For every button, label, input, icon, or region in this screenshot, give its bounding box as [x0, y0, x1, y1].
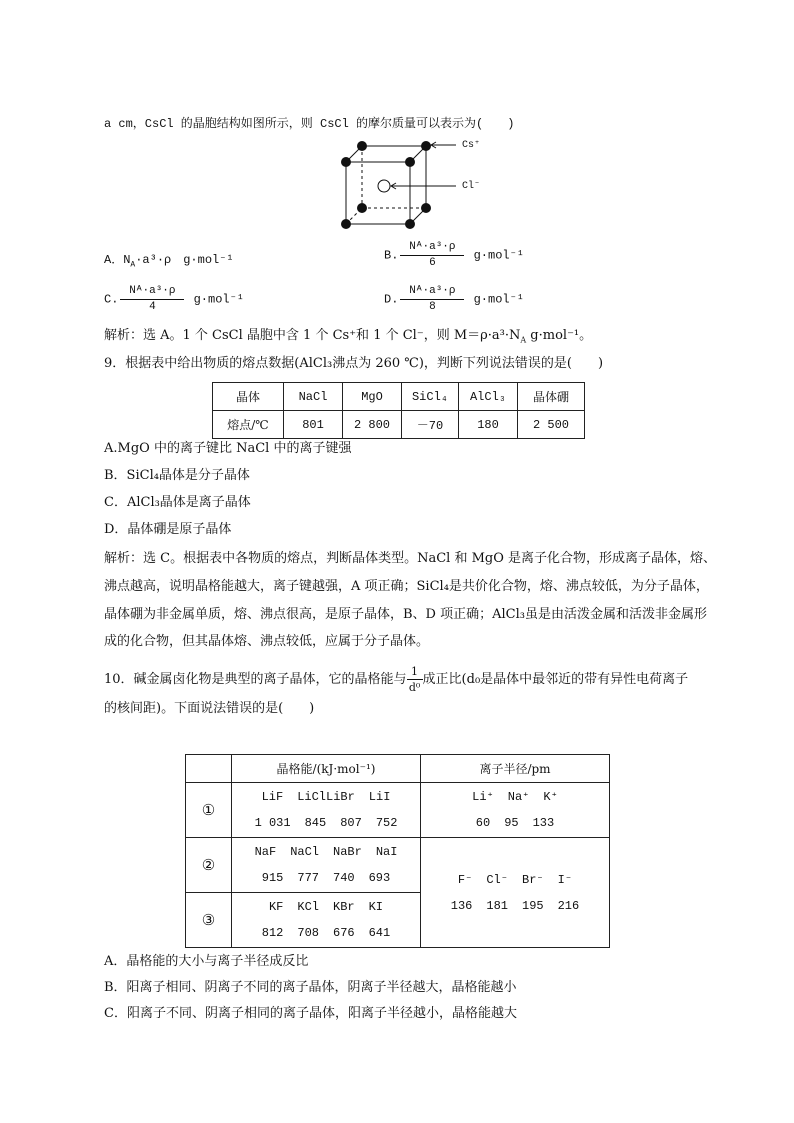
q8-analysis: 解析：选 A。1 个 CsCl 晶胞中含 1 个 Cs⁺和 1 个 Cl⁻，则 $M=\rho\cdot a^3\cdot N_A$ g·mol⁻¹。 — [104, 328, 593, 345]
table-header-row — [213, 383, 585, 411]
cl-ion-circle — [378, 180, 390, 192]
q10-option-c: C．阳离子不同、阴离子相同的离子晶体，阳离子半径越小，晶格能越大 — [104, 1006, 517, 1021]
table-row — [186, 783, 610, 838]
table-cell: Li⁺ Na⁺ K⁺ 60 95 133 — [421, 783, 610, 838]
table-row — [186, 838, 610, 893]
q10-stem-line1: 10．碱金属卤化物是典型的离子晶体，它的晶格能与 $\frac{1}{\text{d⁰}}$ 成正比(d₀是晶体中最邻近的带有异性电荷离子 — [104, 665, 689, 694]
q10-stem-line2: 的核间距)。下面说法错误的是( ) — [104, 701, 315, 716]
q9-option-d: D．晶体硼是原子晶体 — [104, 522, 232, 537]
q9-analysis-line: 沸点越高，说明晶格能越大，离子键越强，A 项正确；SiCl₄是共价化合物，熔、沸点较低，为分子晶体， — [104, 579, 709, 594]
q10-option-b: B．阳离子相同、阴离子不同的离子晶体，阴离子半径越大，晶格能越小 — [104, 980, 517, 995]
table-cell: NaF NaCl NaBr NaI 915 777 740 693 — [232, 838, 421, 893]
q9-melting-point-table — [212, 382, 585, 439]
q8-option-d: D. $\frac{\text{Nᴬ·a³·ρ}}{8}$ g·mol⁻¹ — [384, 285, 525, 313]
table-cell: 2 500 — [518, 411, 585, 439]
table-cell: KF KCl KBr KI 812 708 676 641 — [232, 893, 421, 948]
table-cell: 晶格能/(kJ·mol⁻¹) — [232, 755, 421, 783]
q9-option-a: A.MgO 中的离子键比 NaCl 中的离子键强 — [104, 441, 352, 456]
q10-option-a: A．晶格能的大小与离子半径成反比 — [104, 954, 309, 969]
q9-option-b: B．SiCl₄晶体是分子晶体 — [104, 468, 250, 483]
q9-analysis-line: 成的化合物，但其晶体熔、沸点较低，应属于分子晶体。 — [104, 634, 430, 649]
table-row — [213, 411, 585, 439]
q8-option-a: A．$N_A\cdot a^3\cdot\rho$ g·mol⁻¹ — [104, 253, 234, 270]
q9-option-c: C．AlCl₃晶体是离子晶体 — [104, 495, 251, 510]
q10-lattice-energy-table — [185, 754, 610, 948]
table-cell: F⁻ Cl⁻ Br⁻ I⁻ 136 181 195 216 — [421, 838, 610, 948]
table-cell: －70 — [402, 411, 459, 439]
table-cell: AlCl₃ — [459, 383, 518, 411]
table-cell: ① — [186, 783, 232, 838]
table-cell: 晶体 — [213, 383, 284, 411]
table-cell — [186, 755, 232, 783]
table-cell: MgO — [343, 383, 402, 411]
label-cs: Cs⁺ — [462, 140, 481, 151]
table-header-row — [186, 755, 610, 783]
table-cell: NaCl — [284, 383, 343, 411]
q9-analysis-line: 晶体硼为非金属单质，熔、沸点很高，是原子晶体，B、D 项正确；AlCl₃虽是由活泼金属和活泼非金属形 — [104, 607, 707, 622]
table-cell: LiF LiClLiBr LiI 1 031 845 807 752 — [232, 783, 421, 838]
table-cell: 离子半径/pm — [421, 755, 610, 783]
table-cell: SiCl₄ — [402, 383, 459, 411]
table-cell: 801 — [284, 411, 343, 439]
table-cell: 晶体硼 — [518, 383, 585, 411]
q9-stem: 9．根据表中给出物质的熔点数据(AlCl₃沸点为 260 ℃)，判断下列说法错误的是( ) — [104, 356, 604, 371]
q8-stem: a cm，CsCl 的晶胞结构如图所示，则 CsCl 的摩尔质量可以表示为( ) — [104, 117, 515, 131]
table-cell: 180 — [459, 411, 518, 439]
label-cl: Cl⁻ — [462, 181, 481, 192]
q9-analysis-line: 解析：选 C。根据表中各物质的熔点，判断晶体类型。NaCl 和 MgO 是离子化合物，形成离子晶体，熔、 — [104, 551, 716, 566]
q8-option-b: B. $\frac{\text{Nᴬ·a³·ρ}}{6}$ g·mol⁻¹ — [384, 241, 525, 269]
table-cell: ③ — [186, 893, 232, 948]
table-cell: ② — [186, 838, 232, 893]
q8-option-c: C. $\frac{\text{Nᴬ·a³·ρ}}{4}$ g·mol⁻¹ — [104, 285, 245, 313]
table-cell: 熔点/℃ — [213, 411, 284, 439]
table-cell: 2 800 — [343, 411, 402, 439]
